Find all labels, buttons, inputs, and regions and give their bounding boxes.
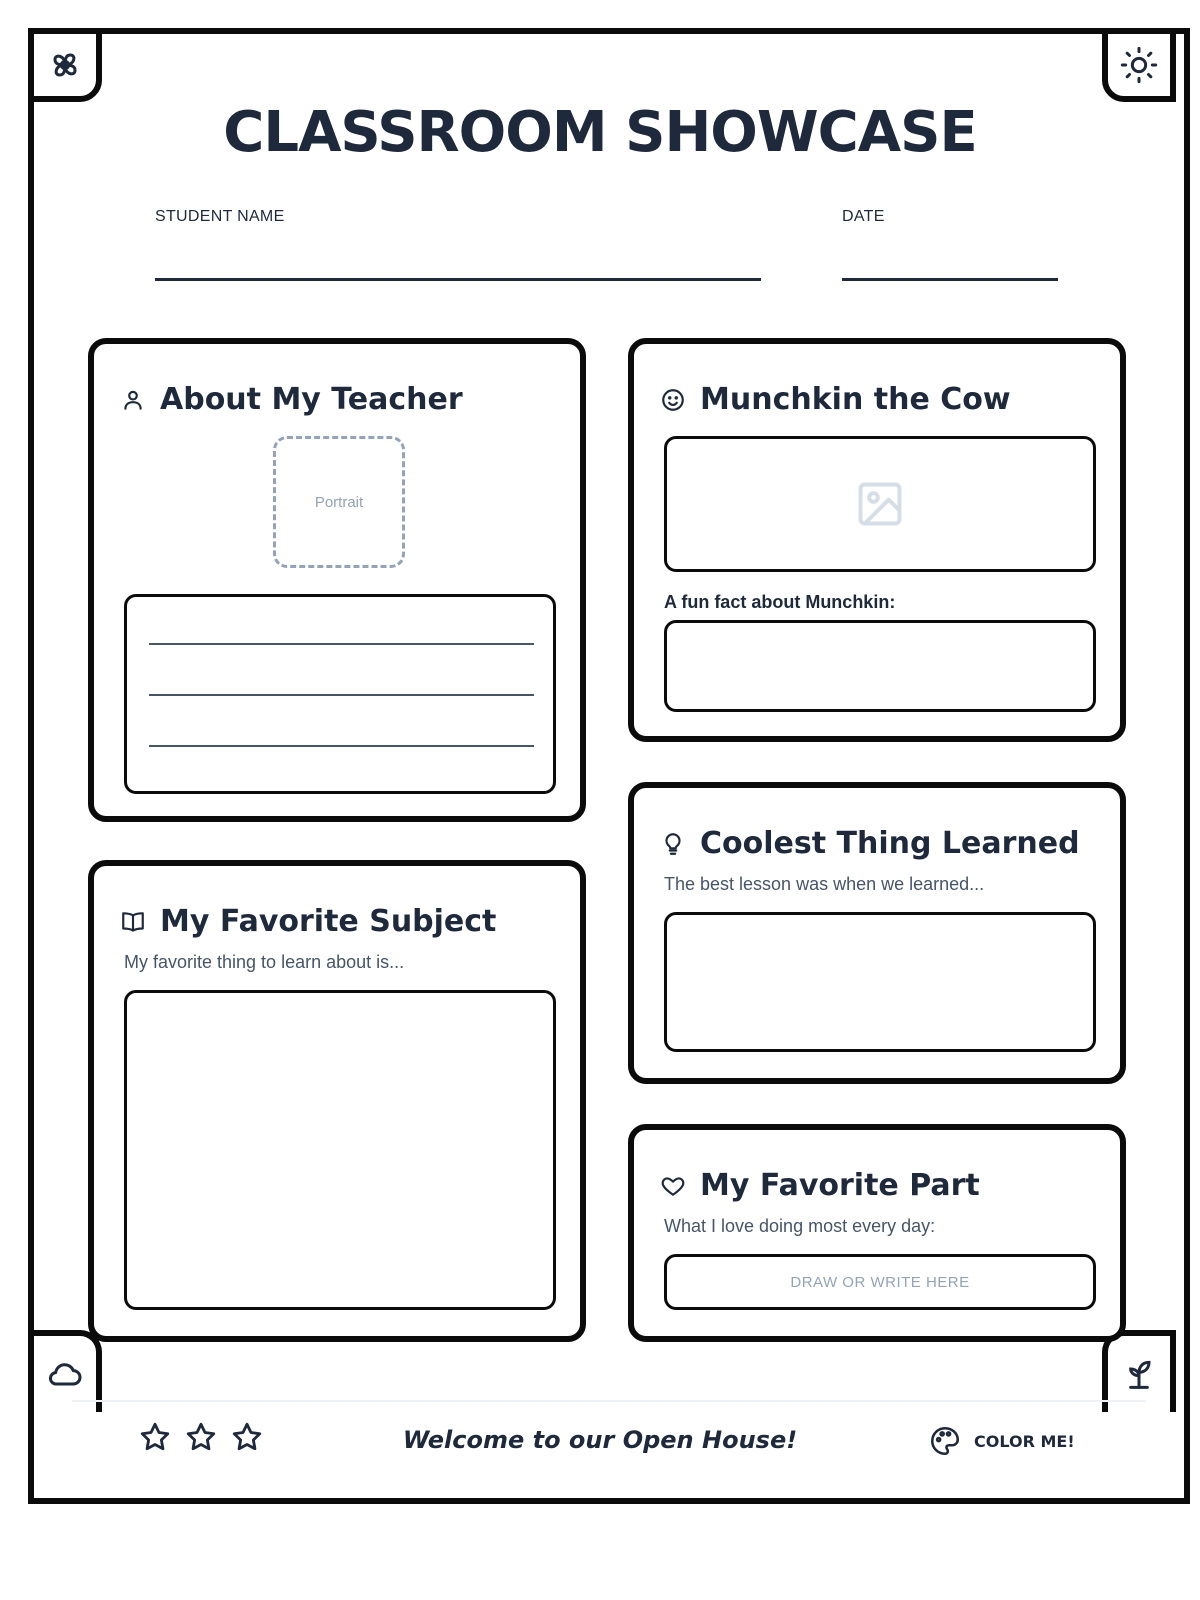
lightbulb-icon (660, 831, 686, 857)
card-title: My Favorite Part (700, 1168, 980, 1203)
date-label: DATE (842, 208, 885, 225)
card-about-teacher (88, 338, 586, 822)
corner-top-left (28, 28, 102, 102)
student-name-label: STUDENT NAME (155, 208, 285, 225)
lesson-box[interactable] (664, 912, 1096, 1052)
writing-line (149, 745, 534, 747)
portrait-placeholder[interactable]: Portrait (273, 436, 405, 568)
image-icon (854, 478, 906, 530)
card-subtitle: The best lesson was when we learned... (664, 874, 985, 894)
subject-box[interactable] (124, 990, 556, 1310)
sprout-icon (1119, 1354, 1159, 1394)
cloud-icon (45, 1354, 85, 1394)
card-subtitle: What I love doing most every day: (664, 1216, 936, 1236)
date-field[interactable] (842, 278, 1058, 281)
fun-fact-box[interactable] (664, 620, 1096, 712)
welcome-message: Welcome to our Open House! (402, 1426, 798, 1454)
card-munchkin (628, 338, 1126, 742)
student-name-field[interactable] (155, 278, 761, 281)
writing-line (149, 643, 534, 645)
page-title: CLASSROOM SHOWCASE (223, 100, 977, 165)
card-header (660, 1168, 980, 1203)
writing-line (149, 694, 534, 696)
teacher-writing-box[interactable] (124, 594, 556, 794)
draw-write-box[interactable]: DRAW OR WRITE HERE (664, 1254, 1096, 1310)
card-header (120, 382, 463, 417)
card-coolest-thing (628, 782, 1126, 1084)
smiley-icon (660, 387, 686, 413)
book-icon (120, 909, 146, 935)
color-me-badge (928, 1424, 1075, 1458)
footer-divider (72, 1400, 1146, 1402)
card-favorite-subject (88, 860, 586, 1342)
color-me-label: COLOR ME! (974, 1431, 1075, 1451)
palette-icon (928, 1424, 962, 1458)
card-header (120, 904, 496, 939)
card-header (660, 826, 1080, 861)
card-header (660, 382, 1011, 417)
card-title: Munchkin the Cow (700, 382, 1011, 417)
heart-icon (660, 1173, 686, 1199)
corner-top-right (1102, 28, 1176, 102)
card-title: About My Teacher (160, 382, 463, 417)
card-subtitle: My favorite thing to learn about is... (124, 952, 405, 972)
card-title: My Favorite Subject (160, 904, 497, 939)
flower-icon (45, 45, 85, 85)
person-icon (120, 387, 146, 413)
sun-icon (1119, 45, 1159, 85)
fun-fact-label: A fun fact about Munchkin: (664, 592, 896, 612)
card-favorite-part (628, 1124, 1126, 1342)
cow-image-box[interactable] (664, 436, 1096, 572)
card-title: Coolest Thing Learned (700, 826, 1080, 861)
